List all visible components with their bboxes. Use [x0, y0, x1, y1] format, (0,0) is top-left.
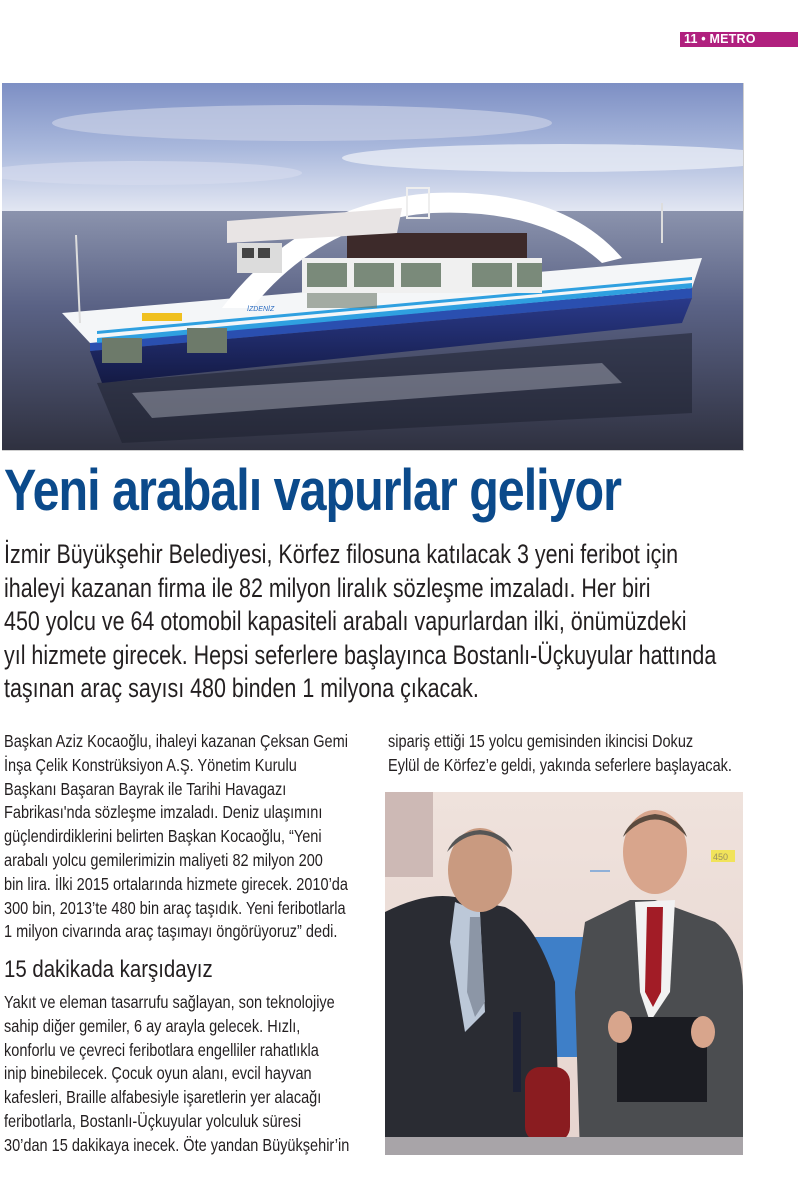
- body-line: feribotlarla, Bostanlı-Üçkuyular yolculuk süresi: [4, 1110, 302, 1131]
- body-line: sahip diğer gemiler, 6 ay arayla gelecek. Hızlı,: [4, 1015, 301, 1036]
- lead-line: İzmir Büyükşehir Belediyesi, Körfez filosuna katılacak 3 yeni feribot için: [4, 539, 679, 569]
- ferry-render-image: [2, 83, 744, 451]
- lead-paragraph: [4, 538, 759, 706]
- subheading: 15 dakikada karşıdayız: [4, 956, 213, 983]
- body-line: İnşa Çelik Konstrüksiyon A.Ş. Yönetim Kurulu: [4, 754, 297, 775]
- body-column-right: [388, 730, 798, 778]
- svg-text:İZDENİZ: İZDENİZ: [247, 306, 275, 313]
- body-line: inip binebilecek. Çocuk oyun alanı, evcil hayvan: [4, 1063, 312, 1084]
- body-line: güçlendirdiklerini belirten Başkan Kocaoğlu, “Yeni: [4, 826, 322, 847]
- body-line: 300 bin, 2013’te 480 bin araç taşıdık. Yeni feribotlarla: [4, 897, 346, 918]
- contract-signing-photo: [385, 792, 743, 1155]
- body-line: konforlu ve çevreci feribotlara engelliler rahatlıkla: [4, 1039, 319, 1060]
- svg-text:450: 450: [713, 852, 729, 862]
- body-line: arabalı yolcu gemilerimizin maliyeti 82 milyon 200: [4, 849, 323, 870]
- body-column-left-part2: [4, 991, 378, 1158]
- body-line: Yakıt ve eleman tasarrufu sağlayan, son teknolojiye: [4, 992, 335, 1012]
- body-line: Eylül de Körfez’e geldi, yakında seferlere başlayacak.: [388, 754, 732, 775]
- body-line: sipariş ettiği 15 yolcu gemisinden ikincisi Dokuz: [388, 731, 694, 751]
- body-line: Başkanı Başaran Bayrak ile Tarihi Havagazı: [4, 778, 287, 799]
- body-line: Fabrikası'nda sözleşme imzaladı. Deniz ulaşımını: [4, 802, 323, 823]
- body-line: bin lira. İlki 2015 ortalarında hizmete girecek. 2010’da: [4, 873, 348, 894]
- headline: Yeni arabalı vapurlar geliyor: [4, 458, 621, 523]
- lead-line: 450 yolcu ve 64 otomobil kapasiteli arabalı vapurlardan ilki, önümüzdeki: [4, 606, 687, 636]
- lead-line: ihaleyi kazanan firma ile 82 milyon liralık sözleşme imzaladı. Her biri: [4, 572, 651, 603]
- lead-line: yıl hizmete girecek. Hepsi seferlere başlayınca Bostanlı-Üçkuyular hattında: [4, 639, 717, 670]
- body-column-left-part1: [4, 730, 378, 944]
- section-badge: 11 • METRO: [680, 32, 798, 47]
- body-line: 30’dan 15 dakikaya inecek. Öte yandan Büyükşehir’in: [4, 1134, 350, 1155]
- body-line: 1 milyon civarında araç taşımayı öngörüyoruz” dedi.: [4, 921, 338, 942]
- body-line: kafesleri, Braille alfabesiyle işaretlerin yer alacağı: [4, 1087, 322, 1108]
- body-line: Başkan Aziz Kocaoğlu, ihaleyi kazanan Çeksan Gemi: [4, 731, 348, 751]
- lead-line: taşınan araç sayısı 480 binden 1 milyona çıkacak.: [4, 673, 479, 703]
